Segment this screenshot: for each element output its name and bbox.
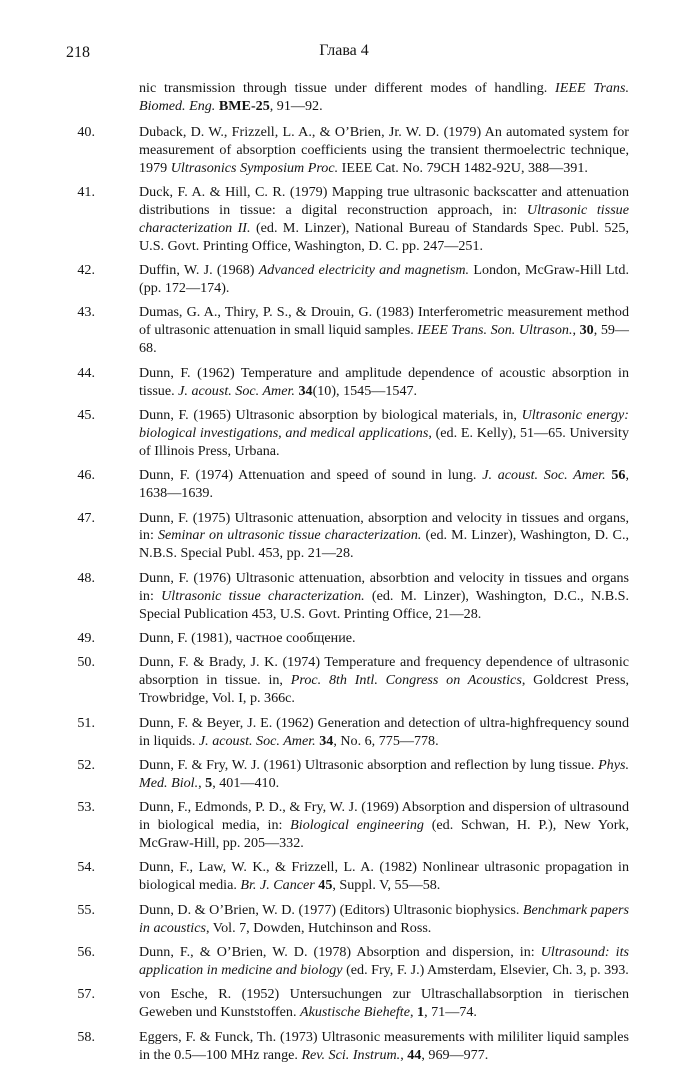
text-segment: , (409, 1004, 418, 1021)
reference-item (73, 304, 629, 358)
reference-item (73, 654, 629, 708)
text-segment: (10), 1545—1547. (312, 382, 418, 399)
reference-number: 47. (77, 509, 95, 526)
reference-number: 40. (77, 123, 95, 140)
text-segment: Dunn, F., Edmonds, P. D., & Fry, W. J. (1969) Absorption and dispersion of ultrasound in biological media, in: (139, 799, 629, 834)
reference-item (73, 365, 629, 401)
reference-text (139, 757, 629, 793)
reference-item (73, 859, 629, 895)
reference-text (139, 715, 629, 751)
reference-text (139, 1029, 629, 1065)
text-segment: nic transmission through tissue under different modes of handling. (139, 80, 556, 96)
reference-number: 53. (77, 799, 95, 816)
italic-segment: Ultrasonics Symposium Proc. (170, 159, 339, 176)
reference-item (73, 80, 629, 116)
text-segment: (ed. Fry, F. J.) Amsterdam, Elsevier, Ch. 3, p. 393. (342, 961, 629, 978)
text-segment: Dunn, F. (1976) Ultrasonic attenuation, absorbtion and velocity in tissues and organs in: (139, 569, 629, 604)
italic-segment: Proc. 8th Intl. Congress on Acoustics (290, 672, 522, 689)
italic-segment: Ultrasonic tissue characterization II. (139, 201, 629, 236)
text-segment: Dunn, F., Law, W. K., & Frizzell, L. A. (1982) Nonlinear ultrasonic propagation in biological media. (139, 859, 629, 894)
text-segment: Dunn, F. & Beyer, J. E. (1962) Generation and detection of ultra-highfrequency sound in liquids. (139, 714, 629, 749)
text-segment: Dunn, D. & O’Brien, W. D. (1977) (Editors) Ultrasonic biophysics. (139, 901, 523, 918)
bold-segment: 30 (579, 322, 594, 339)
text-segment: Dunn, F. & Fry, W. J. (1961) Ultrasonic absorption and reflection by lung tissue. (139, 756, 599, 773)
text-segment: Dunn, F. (1975) Ultrasonic attenuation, absorption and velocity in tissues and organs, in: (139, 509, 629, 544)
reference-text (139, 365, 629, 401)
bold-segment: 5 (205, 774, 213, 791)
text-segment: von Esche, R. (1952) Untersuchungen zur Ultraschallabsorption in tierischen Geweben und Kunststoffen. (139, 986, 629, 1021)
bold-segment: 45 (318, 877, 333, 894)
page-number: 218 (66, 44, 90, 61)
reference-item (73, 467, 629, 503)
bold-segment: 34 (298, 382, 313, 399)
reference-item (73, 570, 629, 624)
italic-segment: Ultrasonic tissue characterization. (161, 587, 365, 604)
reference-number: 49. (77, 629, 95, 646)
reference-text (139, 799, 629, 853)
text-segment: , (400, 1046, 408, 1063)
reference-text (139, 944, 629, 980)
reference-text (139, 902, 629, 938)
reference-item (73, 986, 629, 1022)
text-segment: IEEE Cat. No. 79CH 1482-92U, 388—391. (338, 159, 588, 176)
reference-text (139, 510, 629, 564)
italic-segment: J. acoust. Soc. Amer. (482, 467, 606, 484)
text-segment: Dunn, F. (1981), частное сообщение. (139, 629, 356, 646)
text-segment: , 91—92. (269, 97, 323, 114)
text-segment: Dunn, F. (1974) Attenuation and speed of sound in lung. (139, 467, 483, 484)
reference-item (73, 407, 629, 461)
text-segment: (ed. M. Linzer), Washington, D.C., N.B.S. Special Publication 453, U.S. Govt. Printing Office, 21—28. (139, 587, 629, 622)
text-segment: , 401—410. (212, 774, 280, 791)
reference-text (139, 184, 629, 256)
reference-number: 44. (77, 364, 95, 381)
italic-segment: IEEE Trans. Son. Ultrason. (417, 322, 573, 339)
reference-number: 52. (77, 756, 95, 773)
text-segment: Dunn, F., & O’Brien, W. D. (1978) Absorption and dispersion, in: (139, 944, 541, 961)
italic-segment: Rev. Sci. Instrum. (301, 1046, 401, 1063)
text-segment: London, McGraw-Hill Ltd. (pp. 172—174). (139, 262, 630, 297)
reference-number: 54. (77, 859, 95, 876)
text-segment: , Suppl. V, 55—58. (332, 877, 441, 894)
italic-segment: Ultrasound: its application in medicine and biology (139, 944, 629, 978)
reference-item (73, 902, 629, 938)
text-segment: Dunn, F. & Brady, J. K. (1974) Temperature and frequency dependence of ultrasonic absorption in tissue. in, (139, 654, 629, 689)
reference-item (73, 799, 629, 853)
reference-item (73, 184, 629, 256)
italic-segment: Akustische Biehefte (300, 1004, 410, 1021)
text-segment: Dunn, F. (1962) Temperature and amplitude dependence of acoustic absorption in tissue. (139, 364, 629, 399)
reference-text (139, 407, 629, 461)
italic-segment: Ultrasonic energy: biological investigations, and medical applications (139, 407, 629, 441)
bold-segment: 44 (407, 1046, 422, 1063)
reference-item (73, 757, 629, 793)
text-segment: Eggers, F. & Funck, Th. (1973) Ultrasonic measurements with mililiter liquid samples in the 0.5—100 MHz range. (139, 1028, 629, 1063)
text-segment: , (198, 774, 206, 791)
reference-item (73, 630, 629, 648)
text-segment: (ed. M. Linzer), Washington, D. C., N.B.S. Special Publ. 453, pp. 21—28. (139, 527, 629, 562)
reference-number: 50. (77, 654, 95, 671)
text-segment: , 71—74. (424, 1004, 477, 1021)
reference-item (73, 510, 629, 564)
reference-number: 55. (77, 901, 95, 918)
reference-item (73, 124, 629, 178)
reference-number: 41. (77, 184, 95, 201)
reference-text (139, 570, 629, 624)
text-segment: , 59—68. (139, 322, 630, 357)
bold-segment: 34 (319, 732, 334, 749)
italic-segment: Advanced electricity and magnetism. (258, 262, 470, 279)
text-segment: , 1638—1639. (139, 467, 629, 502)
bold-segment: 1 (417, 1004, 425, 1021)
text-segment: (ed. M. Linzer), National Bureau of Standards Spec. Publ. 525, U.S. Govt. Printing Office, Washington, D. C. pp. 247—251. (139, 219, 629, 254)
reference-text (139, 262, 629, 298)
text-segment: Dumas, G. A., Thiry, P. S., & Drouin, G. (1983) Interferometric measurement method of ultrasonic attenuation in small liquid samples. (139, 304, 629, 339)
text-segment: Duback, D. W., Frizzell, L. A., & O’Brien, Jr. W. D. (1979) An automated system for measurement of absorption coefficients using the transient thermoelectric technique, 1979 (139, 123, 629, 176)
reference-item (73, 1029, 629, 1065)
text-segment: , No. 6, 775—778. (333, 732, 439, 749)
italic-segment: Br. J. Cancer (240, 877, 315, 894)
italic-segment: IEEE Trans. Biomed. Eng. (139, 80, 629, 114)
italic-segment: Seminar on ultrasonic tissue characterization. (157, 527, 422, 544)
italic-segment: Benchmark papers in acoustics (139, 901, 629, 936)
text-segment: Dunn, F. (1965) Ultrasonic absorption by biological materials, in, (139, 407, 522, 423)
reference-text (139, 630, 629, 648)
reference-number: 51. (77, 714, 95, 731)
text-segment: Duck, F. A. & Hill, C. R. (1979) Mapping true ultrasonic backscatter and attenuation distributions in tissue: a digital reconstruction approach, in: (139, 184, 629, 218)
reference-number: 42. (77, 262, 95, 279)
italic-segment: Phys. Med. Biol. (139, 756, 629, 791)
reference-text (139, 124, 629, 178)
italic-segment: Biological engineering (290, 817, 424, 834)
text-segment: , (572, 322, 580, 339)
reference-number: 45. (77, 407, 95, 423)
text-segment: Duffin, W. J. (1968) (139, 262, 259, 279)
reference-item (73, 262, 629, 298)
reference-number: 56. (77, 944, 95, 961)
running-head: Глава 4 (319, 42, 369, 59)
reference-number: 46. (77, 467, 95, 484)
reference-text (139, 304, 629, 358)
reference-number: 48. (77, 569, 95, 586)
italic-segment: J. acoust. Soc. Amer. (198, 732, 316, 749)
reference-text (139, 654, 629, 708)
reference-text (139, 80, 629, 116)
reference-number: 58. (77, 1028, 95, 1045)
text-segment: , 969—977. (421, 1046, 489, 1063)
text-segment: , Vol. 7, Dowden, Hutchinson and Ross. (205, 919, 432, 936)
text-segment: , (ed. E. Kelly), 51—65. University of Illinois Press, Urbana. (139, 424, 630, 459)
text-segment: (ed. Schwan, H. P.), New York, McGraw-Hill, pp. 205—332. (139, 817, 629, 852)
reference-text (139, 467, 629, 503)
reference-item (73, 715, 629, 751)
reference-number: 43. (77, 304, 95, 321)
bold-segment: 56 (611, 467, 626, 484)
bold-segment: BME-25 (218, 97, 270, 114)
reference-text (139, 859, 629, 895)
reference-text (139, 986, 629, 1022)
reference-item (73, 944, 629, 980)
reference-number: 57. (77, 986, 95, 1003)
reference-list (73, 80, 629, 1071)
text-segment: , Goldcrest Press, Trowbridge, Vol. I, p. 366c. (139, 672, 629, 707)
italic-segment: J. acoust. Soc. Amer. (178, 382, 295, 399)
